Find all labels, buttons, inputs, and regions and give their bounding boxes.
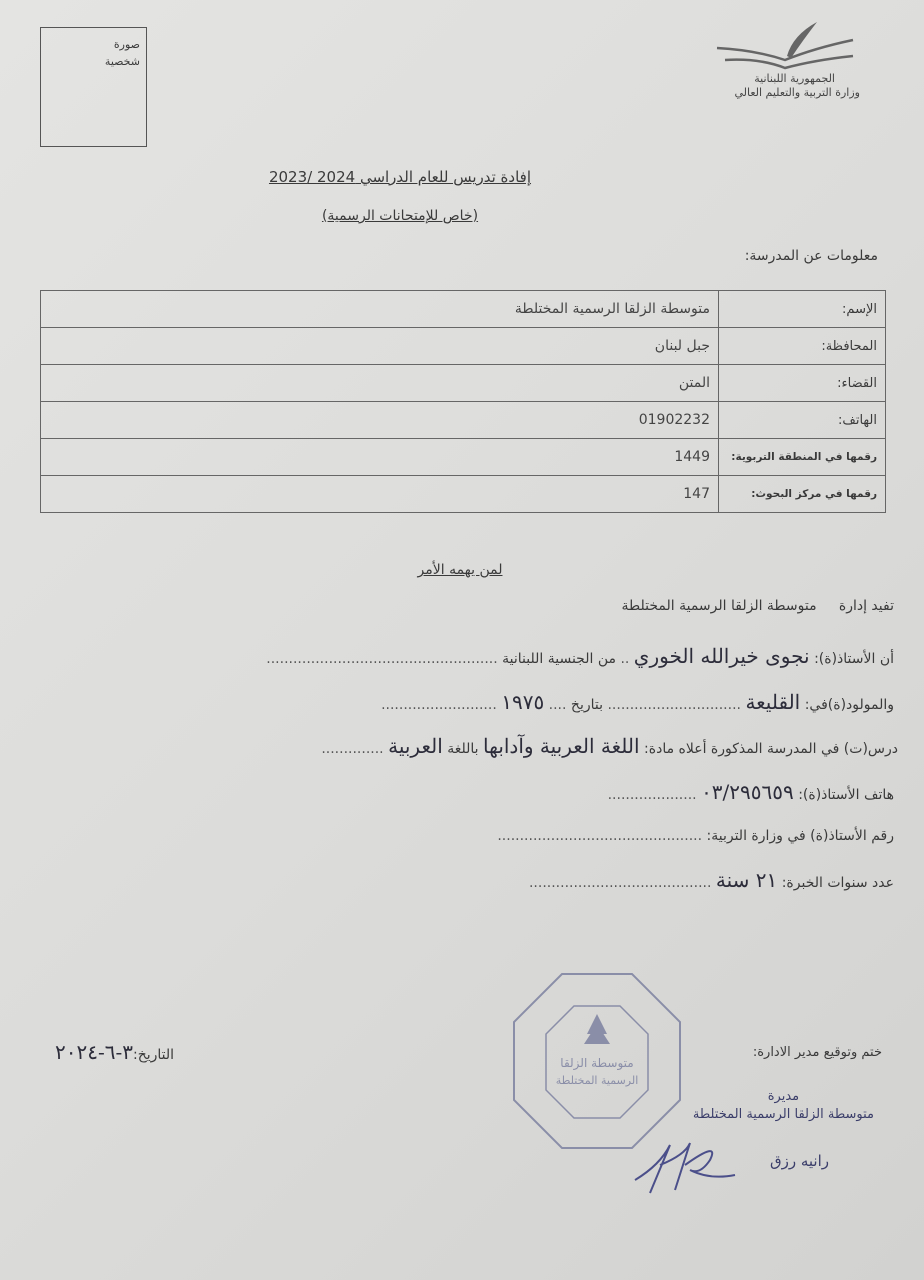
to-whom-heading: لمن يهمه الأمر — [417, 562, 503, 578]
table-row: الهاتف: 01902232 — [41, 402, 886, 439]
signature-icon — [630, 1135, 740, 1195]
photo-box — [40, 27, 147, 147]
teacher-name: نجوى خيرالله الخوري — [633, 644, 810, 668]
school-info-table — [40, 290, 886, 513]
svg-text:الرسمية المختلطة: الرسمية المختلطة — [555, 1074, 639, 1087]
experience-line: عدد سنوات الخبرة: ٢١ سنة ......................................... — [528, 868, 894, 892]
school-info-label: معلومات عن المدرسة: — [744, 248, 878, 264]
ministry-logo-icon — [715, 20, 855, 70]
ministry-name: الجمهورية اللبنانية وزارة التربية والتعليم العالي — [734, 72, 860, 99]
svg-text:متوسطة الزلقا: متوسطة الزلقا — [560, 1056, 634, 1070]
birth-place: القليعة — [745, 690, 801, 714]
table-row: المحافظة: جبل لبنان — [41, 328, 886, 365]
director-name: رانيه رزق — [769, 1152, 829, 1170]
teacher-line: أن الأستاذ(ة): نجوى خيرالله الخوري .. من الجنسية اللبنانية .................................................... — [266, 644, 894, 668]
director-block: مديرة متوسطة الزلقا الرسمية المختلطة — [692, 1089, 874, 1122]
subject-line: درس(ت) في المدرسة المذكورة أعلاه مادة: اللغة العربية وآدابها باللغة العربية .............. — [321, 734, 898, 758]
photo-box-label: صورة شخصية — [104, 38, 140, 68]
table-row: رقمها في المنطقة التربوية: 1449 — [41, 439, 886, 476]
birth-year: ١٩٧٥ — [501, 690, 545, 714]
intro-line: تفيد إدارة متوسطة الزلقا الرسمية المختلطة — [621, 598, 894, 614]
experience-years: ٢١ سنة — [715, 868, 778, 892]
signature-label: ختم وتوقيع مدير الادارة: — [752, 1045, 882, 1060]
birth-line: والمولود(ة)في: القليعة .............................. بتاريخ .... ١٩٧٥ .......................... — [381, 690, 894, 714]
document-date: التاريخ:٣-٦-٢٠٢٤ — [55, 1040, 175, 1064]
subject: اللغة العربية وآدابها — [483, 734, 640, 758]
teacher-phone: ٠٣/٢٩٥٦٥٩ — [701, 780, 794, 804]
table-row: رقمها في مركز البحوث: 147 — [41, 476, 886, 513]
page-subtitle: (خاص للإمتحانات الرسمية) — [321, 208, 479, 224]
ministry-number-line: رقم الأستاذ(ة) في وزارة التربية: .............................................. — [497, 828, 894, 844]
page-title: إفادة تدريس للعام الدراسي 2024 /2023 — [268, 168, 532, 186]
phone-line: هاتف الأستاذ(ة): ٠٣/٢٩٥٦٥٩ .................... — [607, 780, 894, 804]
table-row: القضاء: المتن — [41, 365, 886, 402]
table-row: الإسم: متوسطة الزلقا الرسمية المختلطة — [41, 291, 886, 328]
language: العربية — [388, 734, 443, 758]
school-stamp-icon — [512, 972, 682, 1150]
